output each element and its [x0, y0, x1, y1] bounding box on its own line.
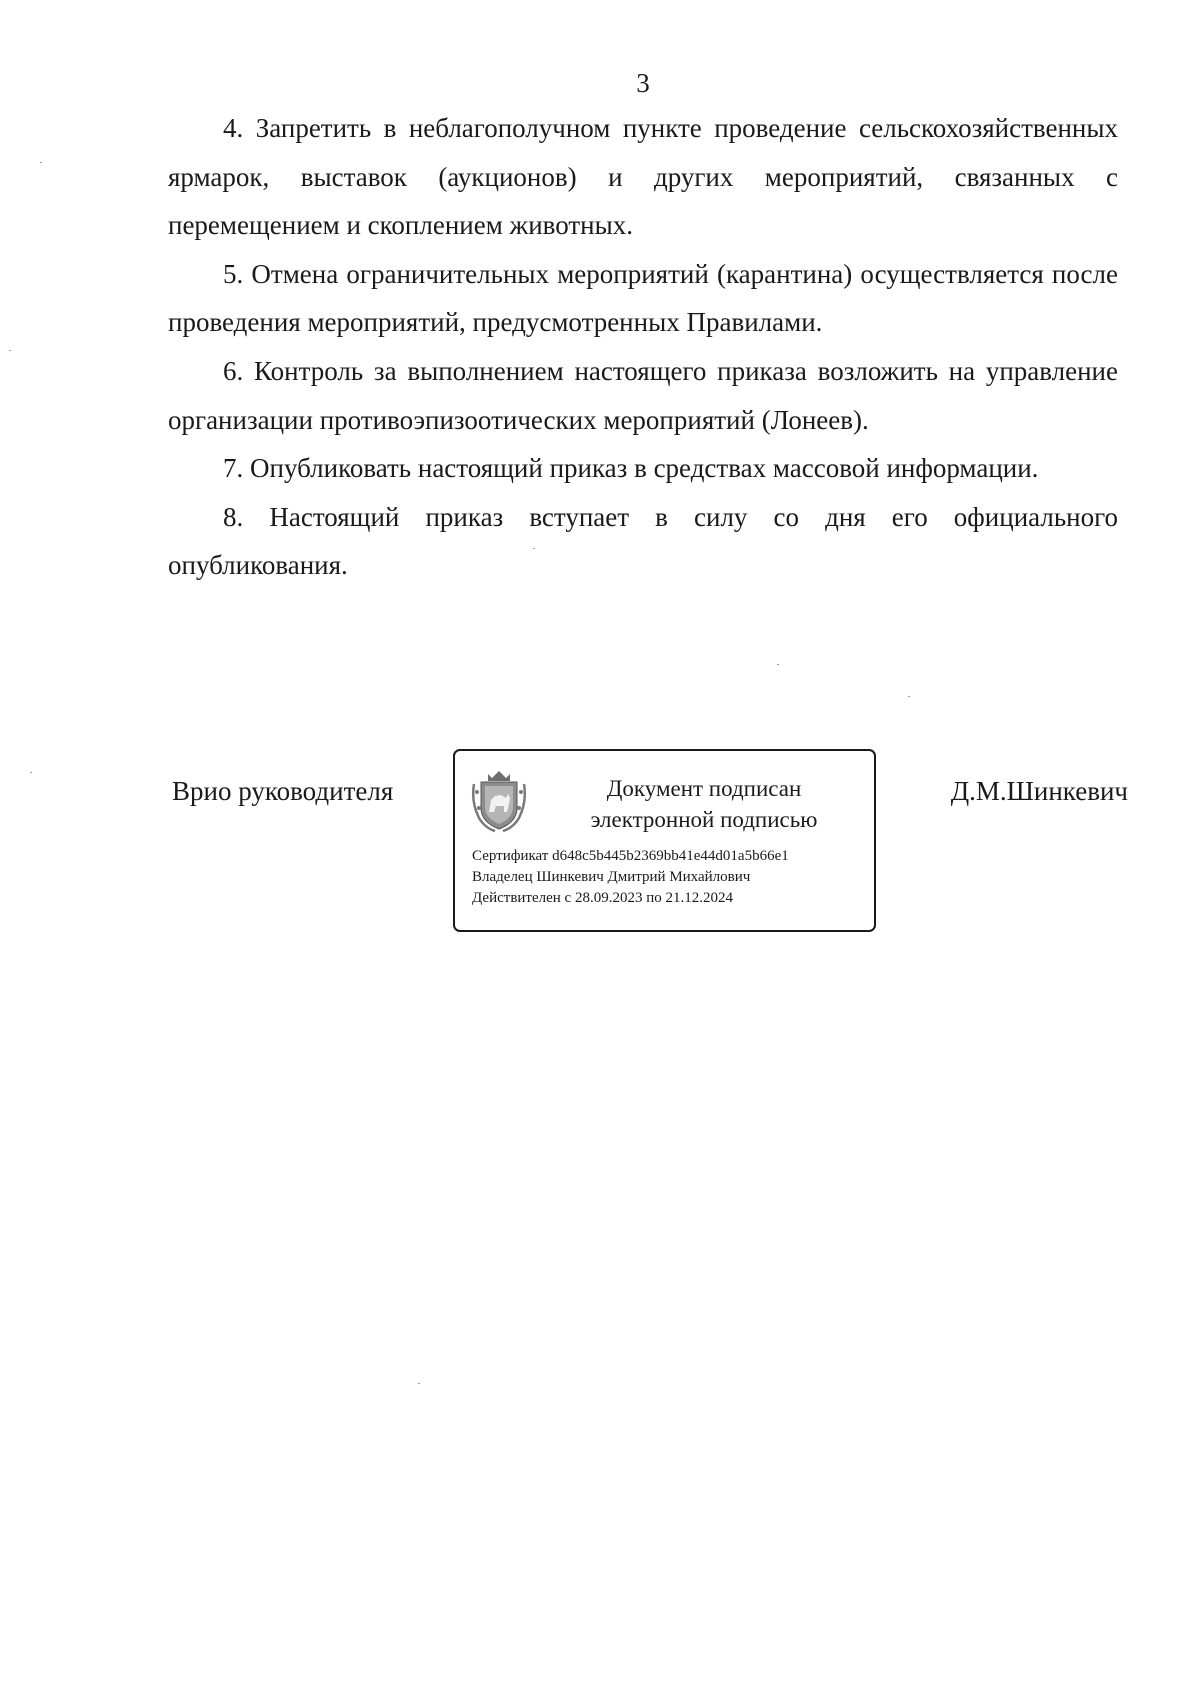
- paragraph-4: 4. Запретить в неблагополучном пункте проведение сельскохозяйственных ярмарок, выставок (аукционов) и других мероприятий, связанных с перемещением и скоплением животных.: [168, 113, 1118, 241]
- electronic-signature-stamp: [453, 749, 876, 932]
- scan-speck: [777, 664, 779, 665]
- scan-speck: [418, 1383, 420, 1384]
- certificate-number: Сертификат d648c5b445b2369bb41e44d01a5b66e1: [472, 848, 789, 864]
- paragraph-5: 5. Отмена ограничительных мероприятий (карантина) осуществляется после проведения мероприятий, предусмотренных Правилами.: [168, 258, 1118, 338]
- signatory-name: Д.М.Шинкевич: [950, 776, 1128, 806]
- scan-speck: [40, 162, 42, 163]
- stamp-title-line-2: электронной подписью: [590, 807, 818, 832]
- stamp-title-line-1: Документ подписан: [606, 776, 802, 801]
- stamp-title: [541, 773, 867, 835]
- paragraph-8: 8. Настоящий приказ вступает в силу со дня его официального опубликования.: [168, 501, 1118, 581]
- certificate-validity: Действителен с 28.09.2023 по 21.12.2024: [472, 890, 733, 906]
- signatory-position: Врио руководителя: [172, 776, 394, 806]
- document-body: [168, 104, 1118, 590]
- coat-of-arms-icon: [471, 768, 527, 834]
- certificate-owner: Владелец Шинкевич Дмитрий Михайлович: [472, 869, 751, 885]
- scan-speck: [533, 548, 535, 549]
- scan-speck: [9, 350, 11, 351]
- stamp-details: [472, 846, 789, 909]
- scan-speck: [908, 696, 910, 697]
- paragraph-6: 6. Контроль за выполнением настоящего приказа возложить на управление организации противоэпизоотических мероприятий (Лонеев).: [168, 355, 1118, 435]
- paragraph-7: 7. Опубликовать настоящий приказ в средствах массовой информации.: [223, 453, 1039, 484]
- page-number: 3: [636, 68, 650, 98]
- scan-speck: [30, 772, 32, 773]
